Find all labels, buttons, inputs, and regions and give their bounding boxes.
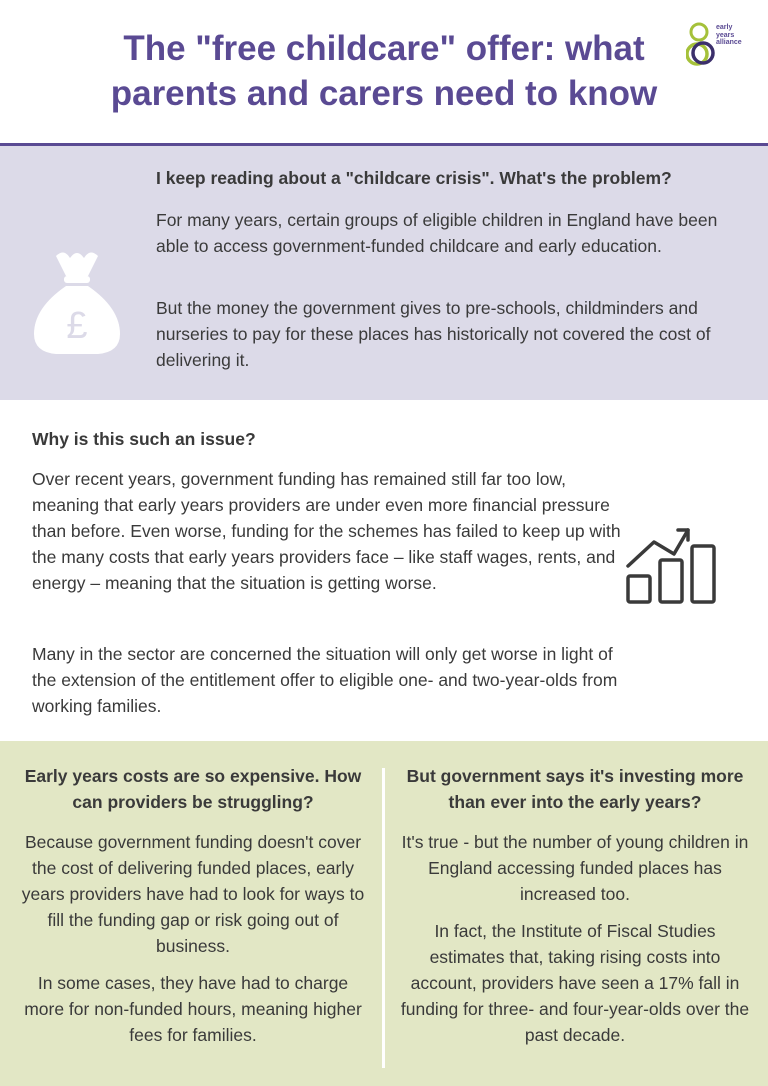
faq-columns-section	[0, 741, 768, 1086]
column-paragraph: It's true - but the number of young children in England accessing funded places has increased too.	[401, 832, 749, 904]
early-years-alliance-logo	[686, 20, 756, 72]
svg-text:£: £	[66, 305, 88, 347]
section-paragraph: Over recent years, government funding has remained still far too low, meaning that early years providers are under even more financial pressure than before. Even worse, funding for the schemes has failed to keep up with the many costs that early years providers face – like staff wages, rents, and energy – meaning that the situation is getting worse.	[32, 469, 621, 593]
column-paragraph: In some cases, they have had to charge more for non-funded hours, meaning higher fees for families.	[24, 973, 362, 1045]
section-paragraph: Many in the sector are concerned the situation will only get worse in light of the extension of the entitlement offer to eligible one- and two-year-olds from working families.	[32, 644, 618, 716]
page-title	[60, 26, 708, 116]
rising-bar-chart-icon	[624, 526, 720, 606]
section-paragraph: But the money the government gives to pre-schools, childminders and nurseries to pay for these places has historically not covered the cost of delivering it.	[156, 298, 711, 370]
logo-rings-icon	[686, 20, 718, 72]
title-line-1: The "free childcare" offer: what	[123, 29, 645, 68]
column-paragraph: In fact, the Institute of Fiscal Studies estimates that, taking rising costs into account, providers have seen a 17% fall in funding for three- and four-year-olds over the past decade.	[400, 921, 750, 1045]
logo-wordmark: early years alliance	[716, 24, 742, 46]
column-heading: But government says it's investing more than ever into the early years?	[406, 766, 744, 812]
section-heading: Why is this such an issue?	[32, 429, 256, 449]
section-heading: I keep reading about a "childcare crisis". What's the problem?	[156, 168, 672, 188]
why-issue-section	[0, 400, 768, 741]
childcare-crisis-section	[0, 146, 768, 400]
column-heading: Early years costs are so expensive. How can providers be struggling?	[24, 766, 362, 812]
column-divider	[382, 768, 385, 1068]
column-paragraph: Because government funding doesn't cover the cost of delivering funded places, early years providers have had to look for ways to fill the funding gap or risk going out of business.	[21, 832, 365, 956]
title-line-2: parents and carers need to know	[110, 74, 658, 113]
money-bag-pound-icon	[30, 246, 124, 356]
right-column	[400, 763, 750, 1059]
page-header	[0, 0, 768, 143]
left-column	[18, 763, 368, 1059]
section-paragraph: For many years, certain groups of eligible children in England have been able to access government-funded childcare and early education.	[156, 210, 718, 256]
